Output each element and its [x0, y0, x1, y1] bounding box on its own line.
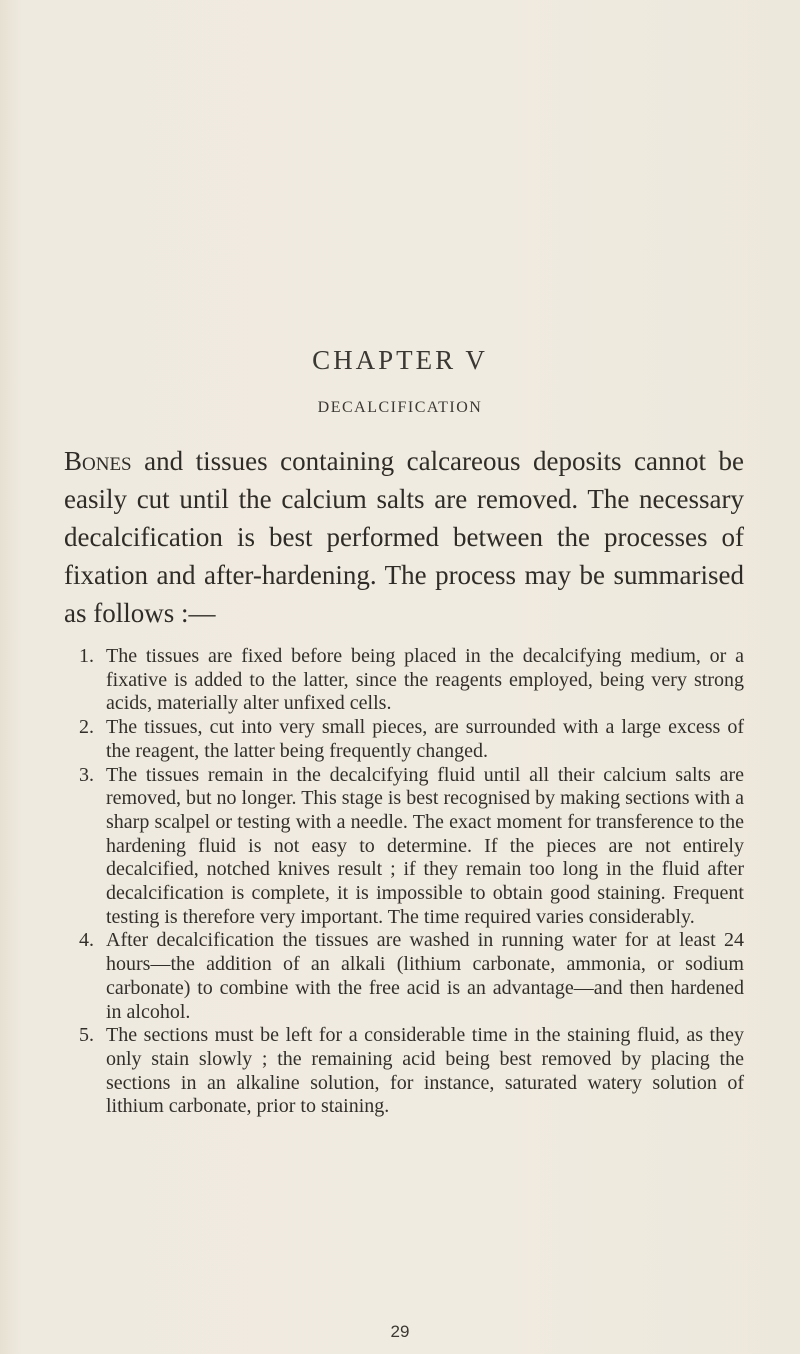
step-text: The tissues are fixed before being placed in the decalcifying medium, or a fixative is added to the latter, since the reagents employed, being very strong acids, materially alter unfixed cells. — [106, 645, 744, 715]
step-number: 3. — [79, 763, 94, 786]
step-text: The tissues remain in the decalcifying fluid until all their calcium salts are removed, but no longer. This stage is best recognised by making sections with a sharp scalpel or testing with a needle. The exact moment for transference to the hardening fluid is not easy to determine. If the pieces are not entirely decalcified, notched knives result ; if they remain too long in the fluid after decalcification is complete, it is impossible to obtain good staining. Frequent testing is therefore very important. The time required varies considerably. — [106, 763, 744, 928]
step-number: 4. — [79, 929, 94, 952]
step-number: 1. — [79, 645, 94, 667]
process-steps-list — [64, 645, 744, 1119]
list-item — [64, 716, 744, 763]
page-number: 29 — [390, 1322, 410, 1341]
step-text: The tissues, cut into very small pieces, are surrounded with a large excess of the reagent, the latter being frequently changed. — [106, 716, 744, 762]
list-item — [64, 1024, 744, 1119]
chapter-subtitle: DECALCIFICATION — [317, 399, 483, 416]
intro-lead-word: Bones — [64, 446, 132, 476]
step-text: The sections must be left for a considerable time in the staining fluid, as they only stain slowly ; the remaining acid being best removed by placing the sections in an alkaline solution, for instance, saturated watery solution of lithium carbonate, prior to staining. — [106, 1024, 744, 1118]
chapter-title: CHAPTER V — [312, 345, 488, 375]
step-text: After decalcification the tissues are washed in running water for at least 24 hours—the addition of an alkali (lithium carbonate, ammonia, or sodium carbonate) to combine with the free acid is an advantage—and then hardened in alcohol. — [106, 929, 744, 1023]
list-item — [64, 764, 744, 930]
intro-text: and tissues containing calcareous deposits cannot be easily cut until the calcium salts are removed. The necessary decalcification is best performed between the processes of fixation and after-hardening. The process may be summarised as follows :— — [64, 446, 744, 628]
step-number: 5. — [79, 1024, 94, 1047]
intro-paragraph — [64, 442, 744, 632]
list-item — [64, 929, 744, 1024]
list-item — [64, 645, 744, 716]
step-number: 2. — [79, 716, 94, 739]
